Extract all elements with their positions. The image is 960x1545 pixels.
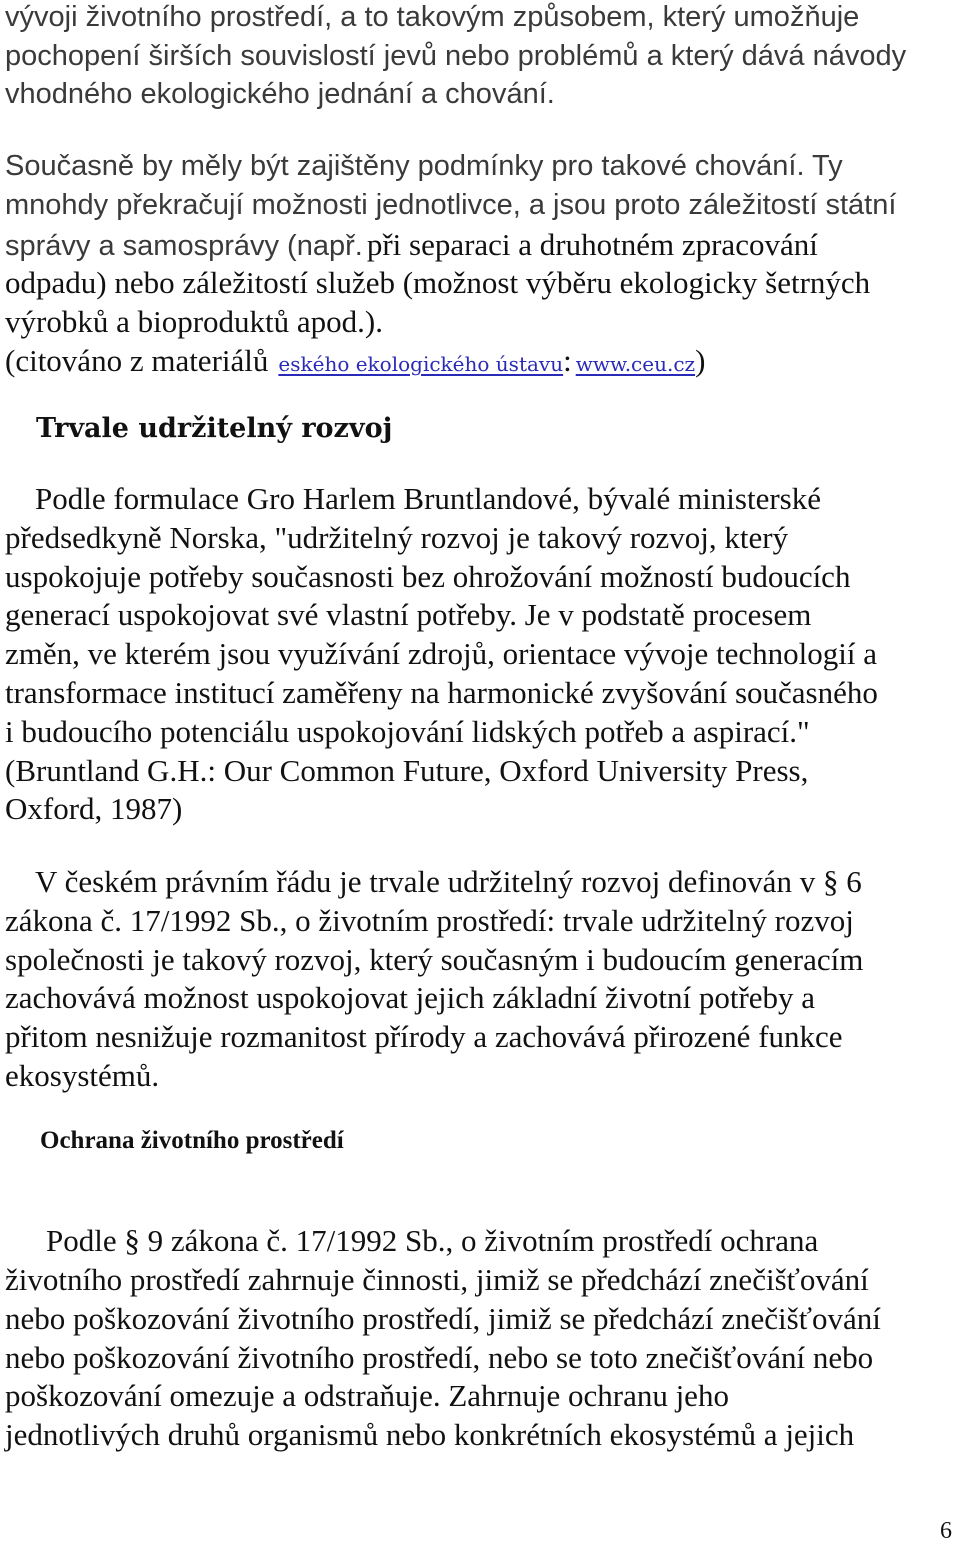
current-line-1: Současně by měly být zajištěny podmínky pro takové chování. Ty	[5, 150, 843, 182]
bruntland-line-6: transformace institucí zaměřeny na harmonické zvyšování současného	[5, 675, 878, 710]
current-line-2: mnohdy překračují možnosti jednotlivce, a jsou proto záležitostí státní	[5, 189, 897, 221]
current-line-3-end: při separaci a druhotném zpracování	[366, 227, 818, 262]
bruntland-line-2: předsedkyně Norska, "udržitelný rozvoj je takový rozvoj, který	[5, 520, 789, 555]
heading-environment-protection: Ochrana životního prostředí	[40, 1127, 344, 1154]
bruntland-line-7: i budoucího potenciálu uspokojování lidských potřeb a aspirací."	[5, 714, 810, 749]
current-line-3-start: správy a samosprávy (např.	[5, 230, 363, 262]
bruntland-line-8: (Bruntland G.H.: Our Common Future, Oxford University Press,	[5, 753, 809, 788]
law-line-6: ekosystémů.	[5, 1058, 160, 1093]
citation-source-link[interactable]: eského ekologického ústavu	[278, 352, 564, 376]
law-section-number: 6	[846, 864, 862, 899]
protection-line-1	[46, 1225, 818, 1256]
protection-line-5: poškozování omezuje a odstraňuje. Zahrnuje ochranu jeho	[5, 1378, 729, 1413]
current-line-5: výrobků a bioproduktů apod.).	[5, 304, 383, 339]
citation-prefix: (citováno z materiálů	[5, 343, 269, 378]
citation-colon: :	[563, 343, 572, 378]
law-line-2: zákona č. 17/1992 Sb., o životním prostředí: trvale udržitelný rozvoj	[5, 903, 854, 938]
law-line-1-text: V českém právním řádu je trvale udržitelný rozvoj definován v	[35, 864, 816, 899]
bruntland-line-9: Oxford, 1987)	[5, 791, 183, 826]
intro-line-2: pochopení širších souvislostí jevů nebo problémů a který dává návody	[5, 40, 907, 72]
protection-line-1-rest: 9 zákona č. 17/1992 Sb., o životním prostředí ochrana	[147, 1223, 819, 1258]
page-number: 6	[940, 1518, 952, 1544]
law-line-5: přitom nesnižuje rozmanitost přírody a zachovává přirozené funkce	[5, 1019, 843, 1054]
citation-suffix: )	[695, 343, 706, 378]
heading-sustainable-development: Trvale udržitelný rozvoj	[36, 413, 393, 444]
intro-line-1: vývoji životního prostředí, a to takovým způsobem, který umožňuje	[5, 1, 860, 33]
protection-prefix: Podle	[46, 1223, 117, 1258]
law-section-sign: §	[822, 864, 839, 899]
bruntland-line-3: uspokojuje potřeby současnosti bez ohrožování možností budoucích	[5, 559, 851, 594]
protection-line-3: nebo poškozování životního prostředí, jimiž se předchází znečišťování	[5, 1301, 881, 1336]
protection-line-4: nebo poškozování životního prostředí, nebo se toto znečišťování nebo	[5, 1340, 874, 1375]
citation-line	[5, 345, 705, 376]
law-line-3: společnosti je takový rozvoj, který současným i budoucím generacím	[5, 942, 864, 977]
law-line-4: zachovává možnost uspokojovat jejich základní životní potřeby a	[5, 980, 816, 1015]
law-line-1	[35, 866, 862, 897]
current-line-4: odpadu) nebo záležitostí služeb (možnost výběru ekologicky šetrných	[5, 265, 871, 300]
bruntland-line-5: změn, ve kterém jsou využívání zdrojů, orientace vývoje technologií a	[5, 636, 878, 671]
bruntland-line-1: Podle formulace Gro Harlem Bruntlandové, bývalé ministerské	[35, 481, 821, 516]
current-line-3	[5, 229, 818, 261]
protection-line-6: jednotlivých druhů organismů nebo konkrétních ekosystémů a jejich	[5, 1417, 855, 1452]
citation-url-link[interactable]: www.ceu.cz	[575, 352, 696, 376]
bruntland-line-4: generací uspokojovat své vlastní potřeby. Je v podstatě procesem	[5, 597, 812, 632]
protection-section-sign: §	[124, 1223, 140, 1258]
protection-line-2: životního prostředí zahrnuje činnosti, jimiž se předchází znečišťování	[5, 1262, 869, 1297]
intro-line-3: vhodného ekologického jednání a chování.	[5, 78, 555, 110]
